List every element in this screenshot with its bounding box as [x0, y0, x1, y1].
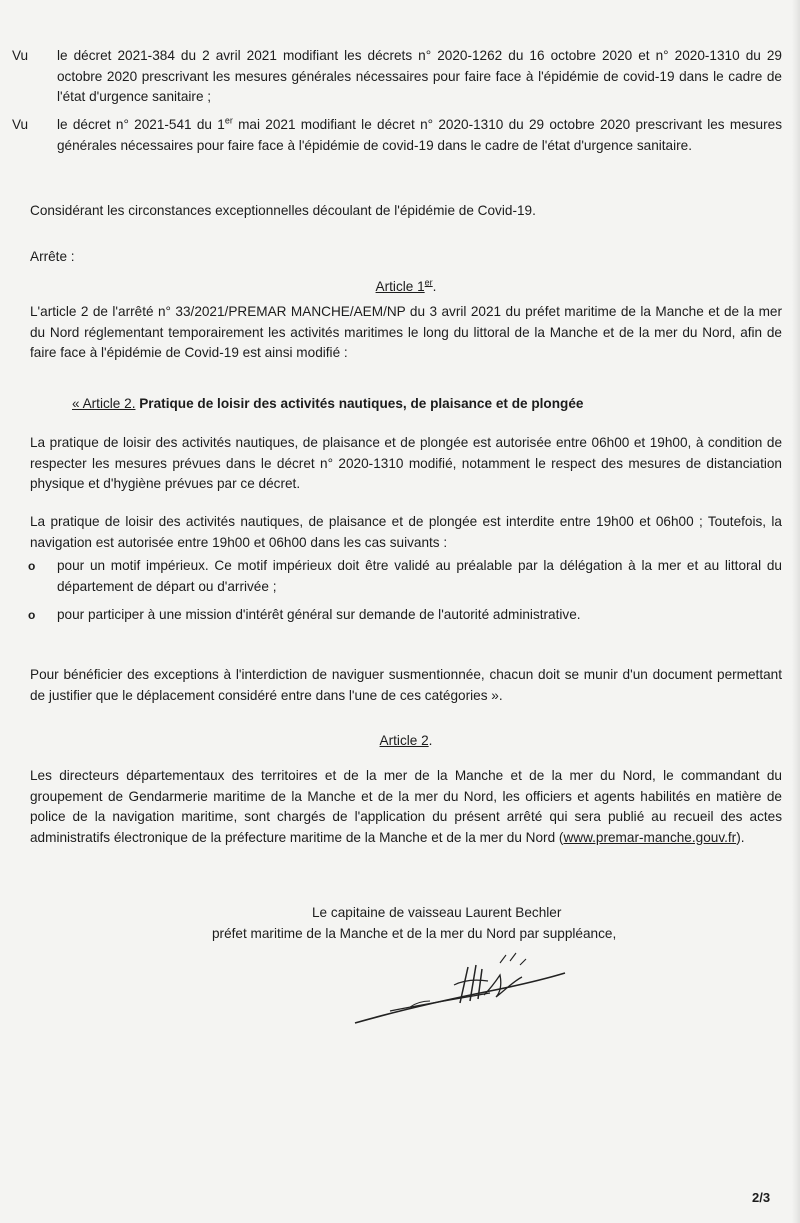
article-1-paragraph-2: La pratique de loisir des activités nautiques, de plaisance et de plongée est interdite entre 19h00 et 06h00 ; Toutefois, la navigation est autorisée entre 19h00 et 06h00 dans les cas suivants :: [30, 514, 782, 550]
considerant-paragraph: Considérant les circonstances exceptionnelles découlant de l'épidémie de Covid-19.: [30, 203, 536, 218]
signatory-title: préfet maritime de la Manche et de la mer du Nord par suppléance,: [212, 926, 617, 941]
vu-label-1: Vu: [12, 48, 29, 63]
arrete-heading: Arrête :: [30, 249, 75, 264]
vu-paragraph-2: le décret n° 2021-541 du 1er mai 2021 modifiant le décret n° 2020-1310 du 29 octobre 2020 prescrivant les mesures générales nécessaires pour faire face à l'épidémie de covid-19 dans le cadre de l'état d'urgence sanitaire.: [57, 115, 782, 153]
vu-paragraph-1: le décret 2021-384 du 2 avril 2021 modifiant les décrets n° 2020-1262 du 16 octobre 2020 et n° 2020-1310 du 29 octobre 2020 prescrivant les mesures générales nécessaires pour faire face à l'épidémie de covid-19 dans le cadre de l'état d'urgence sanitaire ;: [57, 48, 782, 104]
bullet-marker-2: o: [28, 608, 36, 622]
bullet-marker-1: o: [28, 559, 36, 573]
article-1-paragraph-1: La pratique de loisir des activités nautiques, de plaisance et de plongée est autorisée entre 06h00 et 19h00, à condition de respecter les mesures prévues dans le décret n° 2020-1310 modifié, notamment le respect des mesures de distanciation physique et d'hygiène prévues par ce décret.: [30, 435, 782, 491]
article-1-title: Article 1er.: [375, 277, 437, 294]
article-1-intro: L'article 2 de l'arrêté n° 33/2021/PREMAR MANCHE/AEM/NP du 3 avril 2021 du préfet maritime de la Manche et de la mer du Nord réglementant temporairement les activités maritimes le long du littoral de la Manche et de la mer du Nord, afin de faire face à l'épidémie de Covid-19 est ainsi modifié :: [30, 304, 782, 360]
handwritten-signature: [350, 945, 580, 1025]
vu-label-2: Vu: [12, 117, 29, 132]
bullet-item-2: pour participer à une mission d'intérêt général sur demande de l'autorité administrative.: [57, 607, 581, 622]
quoted-article-heading: « Article 2. Pratique de loisir des activités nautiques, de plaisance et de plongée: [72, 396, 584, 411]
scan-edge-shadow: [792, 0, 800, 1223]
bullet-item-1: pour un motif impérieux. Ce motif impérieux doit être validé au préalable par la délégation à la mer et au littoral du département de départ ou d'arrivée ;: [57, 558, 782, 594]
signatory-name: Le capitaine de vaisseau Laurent Bechler: [312, 905, 562, 920]
article-2-paragraph: Les directeurs départementaux des territoires et de la mer de la Manche et de la mer du Nord, le commandant du groupement de Gendarmerie maritime de la Manche et de la mer du Nord, les officiers et agents habilités en matière de police de la navigation maritime, sont chargés de l'application du présent arrêté qui sera publié au recueil des actes administratifs électronique de la préfecture maritime de la Manche et de la mer du Nord (www.premar-manche.gouv.fr).: [30, 768, 782, 845]
article-1-paragraph-3: Pour bénéficier des exceptions à l'interdiction de naviguer susmentionnée, chacun doit se munir d'un document permettant de justifier que le déplacement considéré entre dans l'une de ces catégories ».: [30, 667, 782, 703]
page-number: 2/3: [752, 1190, 771, 1205]
premar-website-link[interactable]: www.premar-manche.gouv.fr: [563, 829, 737, 845]
article-2-title: Article 2.: [379, 733, 433, 748]
